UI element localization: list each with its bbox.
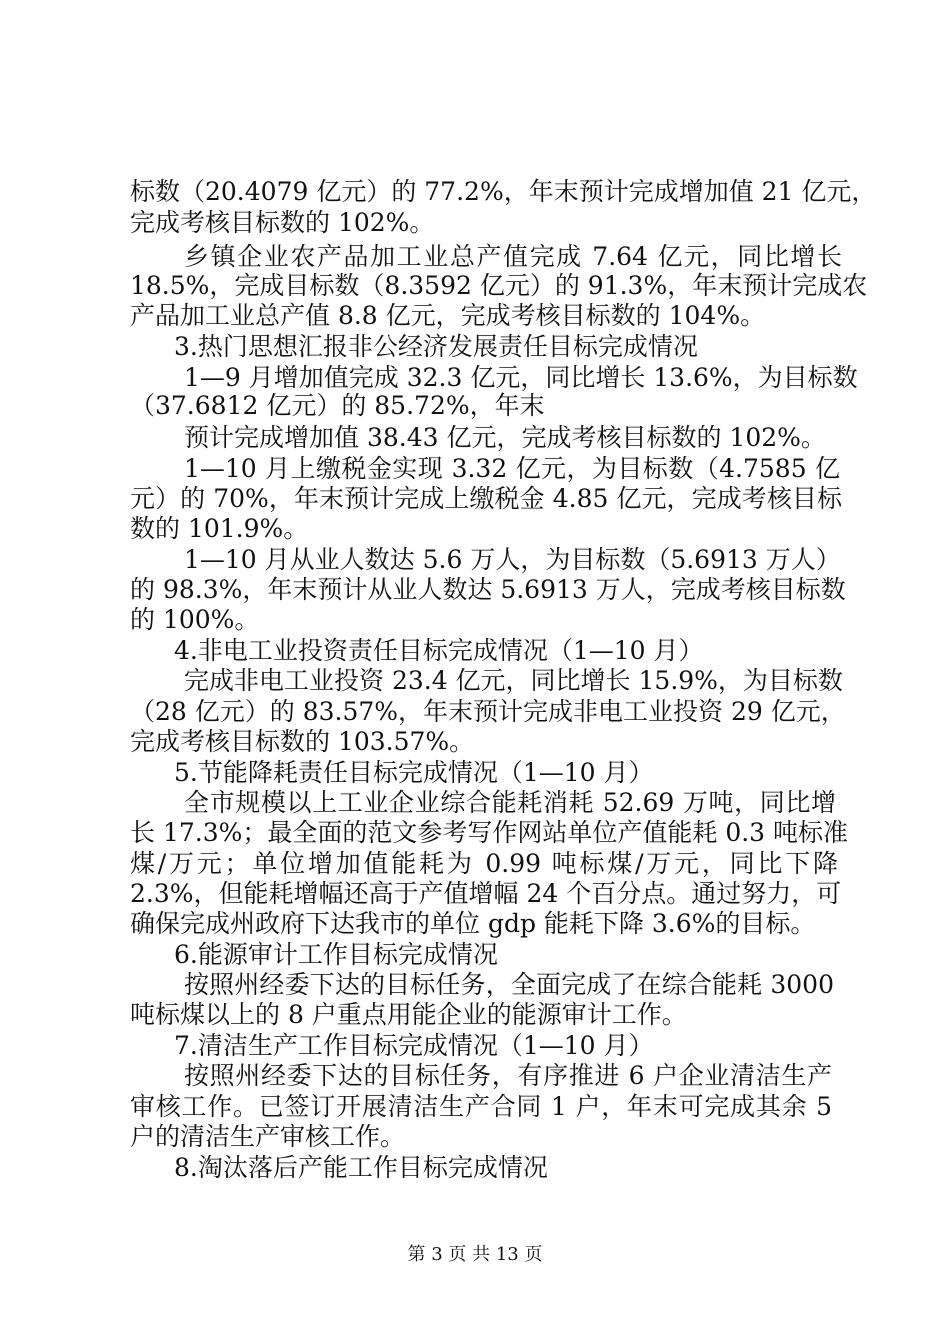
section-heading: 5.节能降耗责任目标完成情况（1—10 月）: [174, 758, 654, 787]
text-line: （37.6812 亿元）的 85.72%，年末: [130, 391, 545, 420]
text-line: 数的 101.9%。: [130, 514, 309, 543]
section-heading: 7.清洁生产工作目标完成情况（1—10 月）: [174, 1031, 654, 1060]
text-line: 户的清洁生产审核工作。: [130, 1122, 406, 1151]
text-line: 完成非电工业投资 23.4 亿元，同比增长 15.9%，为目标数: [184, 666, 843, 695]
text-line: 的 100%。: [130, 605, 260, 634]
page-footer: 第 3 页 共 13 页: [407, 1244, 543, 1265]
text-line: 煤/万元；单位增加值能耗为 0.99 吨标煤/万元，同比下降: [130, 849, 838, 878]
text-line: （28 亿元）的 83.57%，年末预计完成非电工业投资 29 亿元，: [130, 697, 846, 726]
section-heading: 8.淘汰落后产能工作目标完成情况: [174, 1153, 548, 1182]
text-line: 确保完成州政府下达我市的单位 gdp 能耗下降 3.6%的目标。: [130, 909, 816, 938]
text-line: 1—10 月从业人数达 5.6 万人，为目标数（5.6913 万人）: [184, 545, 841, 574]
text-line: 元）的 70%，年末预计完成上缴税金 4.85 亿元，完成考核目标: [130, 484, 842, 513]
text-line: 1—9 月增加值完成 32.3 亿元，同比增长 13.6%，为目标数: [184, 363, 858, 392]
text-line: 的 98.3%，年末预计从业人数达 5.6913 万人，完成考核目标数: [130, 575, 846, 604]
section-heading: 4.非电工业投资责任目标完成情况（1—10 月）: [174, 636, 704, 665]
text-line: 全市规模以上工业企业综合能耗消耗 52.69 万吨，同比增: [184, 788, 836, 817]
text-line: 按照州经委下达的目标任务，全面完成了在综合能耗 3000: [184, 970, 834, 999]
text-line: 乡镇企业农产品加工业总产值完成 7.64 亿元，同比增长: [184, 242, 842, 271]
text-line: 长 17.3%；最全面的范文参考写作网站单位产值能耗 0.3 吨标准: [130, 818, 849, 847]
text-line: 1—10 月上缴税金实现 3.32 亿元，为目标数（4.7585 亿: [184, 454, 840, 483]
text-line: 标数（20.4079 亿元）的 77.2%，年末预计完成增加值 21 亿元，: [130, 177, 877, 206]
text-line: 18.5%，完成目标数（8.3592 亿元）的 91.3%，年末预计完成农: [130, 271, 868, 300]
text-line: 产品加工业总产值 8.8 亿元，完成考核目标数的 104%。: [130, 301, 766, 330]
section-heading: 6.能源审计工作目标完成情况: [174, 940, 498, 969]
text-line: 吨标煤以上的 8 户重点用能企业的能源审计工作。: [130, 1000, 687, 1029]
text-line: 审核工作。已签订开展清洁生产合同 1 户，年末可完成其余 5: [130, 1092, 832, 1121]
text-line: 2.3%，但能耗增幅还高于产值增幅 24 个百分点。通过努力，可: [130, 879, 842, 908]
text-line: 完成考核目标数的 102%。: [130, 208, 435, 237]
section-heading: 3.热门思想汇报非公经济发展责任目标完成情况: [174, 332, 698, 361]
text-line: 按照州经委下达的目标任务，有序推进 6 户企业清洁生产: [184, 1061, 832, 1090]
text-line: 预计完成增加值 38.43 亿元，完成考核目标数的 102%。: [184, 423, 826, 452]
text-line: 完成考核目标数的 103.57%。: [130, 727, 475, 756]
